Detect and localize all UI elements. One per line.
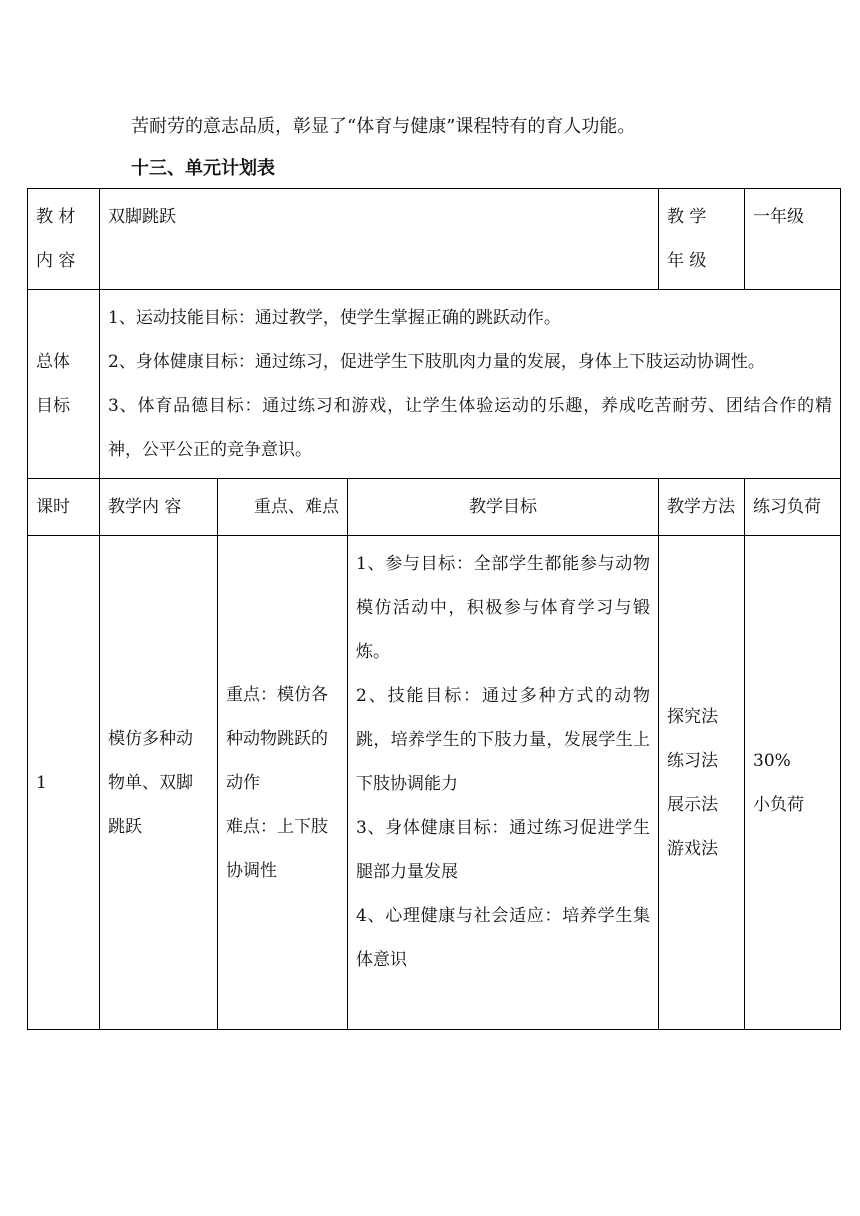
method-item: 探究法 bbox=[667, 706, 719, 727]
method-item: 练习法 bbox=[667, 750, 719, 771]
lesson-content: 模仿多种动物单、双脚跳跃 bbox=[100, 536, 218, 1030]
method-item: 游戏法 bbox=[667, 838, 719, 859]
header-method: 教学方法 bbox=[659, 479, 745, 536]
header-key-points: 重点、难点 bbox=[218, 479, 348, 536]
key-point: 重点：模仿各种动物跳跃的动作 bbox=[226, 684, 328, 793]
lesson-key-points bbox=[218, 536, 348, 1030]
objective-item: 3、身体健康目标：通过练习促进学生腿部力量发展 bbox=[356, 818, 651, 882]
grade-value: 一年级 bbox=[753, 207, 805, 227]
grade-value-cell bbox=[745, 189, 841, 290]
table-row bbox=[28, 536, 841, 1030]
objective-item: 4、心理健康与社会适应：培养学生集体意识 bbox=[356, 906, 651, 970]
goals-label-cell bbox=[28, 290, 100, 479]
intro-paragraph: 苦耐劳的意志品质，彰显了“体育与健康”课程特有的育人功能。 bbox=[131, 116, 636, 137]
grade-label-cell bbox=[659, 189, 745, 290]
lesson-methods bbox=[659, 536, 745, 1030]
goal-item: 3、体育品德目标：通过练习和游戏，让学生体验运动的乐趣，养成吃苦耐劳、团结合作的精神，公平公正的竞争意识。 bbox=[108, 396, 833, 460]
difficulty: 难点：上下肢协调性 bbox=[226, 816, 328, 881]
grade-label-line2: 年 级 bbox=[667, 251, 707, 271]
material-value-cell bbox=[100, 189, 659, 290]
header-lesson: 课时 bbox=[28, 479, 100, 536]
material-label-line1: 教 材 bbox=[36, 207, 76, 227]
header-objectives: 教学目标 bbox=[348, 479, 659, 536]
goals-cell bbox=[100, 290, 841, 479]
goals-label-line2: 目标 bbox=[36, 396, 70, 416]
lesson-load bbox=[745, 536, 841, 1030]
table-header-row bbox=[28, 479, 841, 536]
objective-item: 2、技能目标：通过多种方式的动物跳，培养学生的下肢力量，发展学生上下肢协调能力 bbox=[356, 686, 651, 794]
load-percent: 30% bbox=[753, 750, 791, 771]
material-label-line2: 内 容 bbox=[36, 251, 76, 271]
header-content: 教学内 容 bbox=[100, 479, 218, 536]
goal-item: 1、运动技能目标：通过教学，使学生掌握正确的跳跃动作。 bbox=[108, 308, 561, 328]
goals-label-line1: 总体 bbox=[36, 352, 70, 372]
objective-item: 1、参与目标：全部学生都能参与动物模仿活动中，积极参与体育学习与锻炼。 bbox=[356, 554, 651, 662]
goal-item: 2、身体健康目标：通过练习，促进学生下肢肌肉力量的发展，身体上下肢运动协调性。 bbox=[108, 352, 765, 372]
method-item: 展示法 bbox=[667, 794, 719, 815]
table-row-goals bbox=[28, 290, 841, 479]
material-value: 双脚跳跃 bbox=[108, 207, 176, 227]
load-level: 小负荷 bbox=[753, 794, 805, 815]
header-load: 练习负荷 bbox=[745, 479, 841, 536]
section-heading: 十三、单元计划表 bbox=[131, 158, 275, 179]
unit-plan-table bbox=[27, 188, 841, 1030]
lesson-objectives bbox=[348, 536, 659, 1030]
table-row-material bbox=[28, 189, 841, 290]
material-label-cell bbox=[28, 189, 100, 290]
grade-label-line1: 教 学 bbox=[667, 207, 707, 227]
lesson-number: 1 bbox=[28, 536, 100, 1030]
